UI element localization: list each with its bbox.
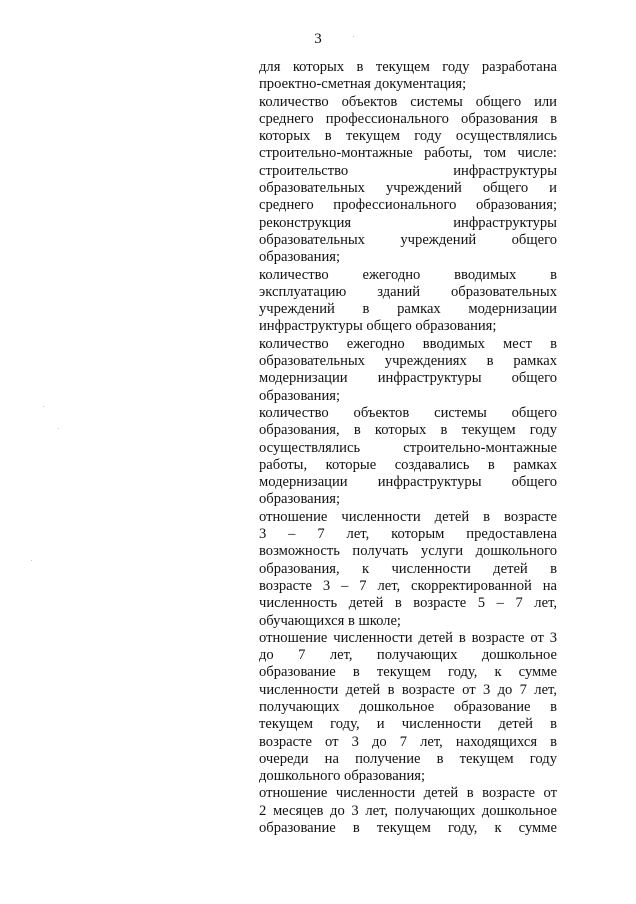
text-line: количество объектов системы общего (259, 404, 557, 421)
text-line: инфраструктуры общего образования; (259, 318, 497, 335)
text-line: образование в текущем году, к сумме (259, 664, 557, 681)
text-line: эксплуатацию зданий образовательных (259, 283, 557, 300)
page-number: 3 (314, 31, 322, 47)
scan-speck (43, 406, 44, 407)
text-line: образовательных учреждений общего и (259, 180, 557, 197)
text-line: образования; (259, 491, 341, 508)
text-line: до 7 лет, получающих дошкольное (259, 647, 557, 664)
text-line: количество объектов системы общего или (259, 93, 557, 110)
text-line: образовательных учреждениях в рамках (259, 353, 557, 370)
text-line: отношение численности детей в возрасте от 3 (259, 629, 557, 646)
text-line: текущем году, и численности детей в (259, 716, 557, 733)
text-line: возрасте от 3 до 7 лет, находящихся в (259, 733, 557, 750)
text-line: обучающихся в школе; (259, 612, 401, 629)
text-line: 2 месяцев до 3 лет, получающих дошкольное (259, 802, 557, 819)
scan-speck (58, 428, 59, 429)
text-line: образования, в которых в текущем году (259, 422, 557, 439)
text-line: учреждений в рамках модернизации (259, 301, 557, 318)
text-line: численности детей в возрасте от 3 до 7 лет, (259, 681, 557, 698)
text-line: строительство инфраструктуры (259, 162, 557, 179)
scan-speck (31, 560, 32, 561)
text-line: модернизации инфраструктуры общего (259, 474, 557, 491)
text-line: очереди на получение в текущем году (259, 750, 557, 767)
text-line: для которых в текущем году разработана (259, 59, 557, 75)
scan-speck (353, 36, 354, 37)
document-body (259, 59, 557, 837)
text-line: среднего профессионального образования; (259, 197, 557, 214)
text-line: образования; (259, 249, 341, 266)
text-line: отношение численности детей в возрасте (259, 508, 557, 525)
text-line: образовательных учреждений общего (259, 231, 557, 248)
text-line: 3 – 7 лет, которым предоставлена (259, 526, 557, 543)
text-line: которых в текущем году осуществлялись (259, 128, 557, 145)
text-line: реконструкция инфраструктуры (259, 214, 557, 231)
text-line: количество ежегодно вводимых мест в (259, 335, 557, 352)
text-line: отношение численности детей в возрасте от (259, 785, 557, 802)
text-line: численность детей в возрасте 5 – 7 лет, (259, 595, 557, 612)
text-line: количество ежегодно вводимых в (259, 266, 557, 283)
text-line: строительно-монтажные работы, том числе: (259, 145, 557, 162)
text-line: возможность получать услуги дошкольного (259, 543, 557, 560)
text-line: образования; (259, 387, 341, 404)
text-line: модернизации инфраструктуры общего (259, 370, 557, 387)
text-line: работы, которые создавались в рамках (259, 456, 557, 473)
text-line: осуществлялись строительно-монтажные (259, 439, 557, 456)
text-line: возрасте 3 – 7 лет, скорректированной на (259, 577, 557, 594)
text-line: получающих дошкольное образование в (259, 698, 557, 715)
text-line: среднего профессионального образования в (259, 110, 557, 127)
text-line: проектно-сметная документация; (259, 76, 467, 93)
text-line: образования, к численности детей в (259, 560, 557, 577)
text-line: дошкольного образования; (259, 768, 426, 785)
text-line: образование в текущем году, к сумме (259, 820, 557, 837)
